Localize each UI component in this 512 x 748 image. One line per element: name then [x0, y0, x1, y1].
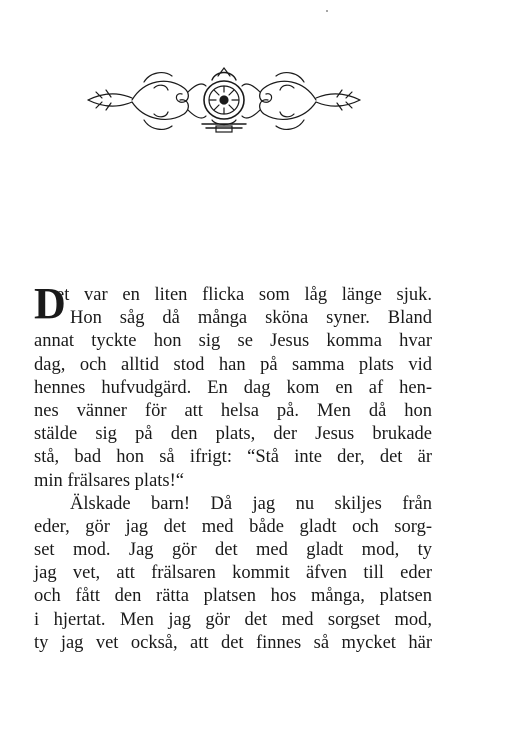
paragraph-1	[34, 279, 432, 493]
text-line: et var en liten flicka som låg länge sjuk.	[56, 285, 432, 305]
svg-text:D: D	[34, 279, 66, 328]
text-line: ty jag vet också, att det finnes så mycket här	[34, 632, 432, 653]
body-text	[34, 279, 432, 655]
text-line: dag, och alltid stod han på samma plats vid	[34, 354, 432, 375]
headpiece-ornament	[84, 62, 364, 138]
text-line: hennes hufvudgärd. En dag kom en af hen-	[34, 377, 432, 398]
text-line: och fått den rätta platsen hos många, platsen	[34, 586, 432, 607]
text-line: stå, bad hon så ifrigt: “Stå inte der, det är	[34, 447, 432, 468]
drop-cap	[34, 279, 66, 328]
text-line: nes vänner för att helsa på. Men då hon	[34, 400, 432, 421]
text-line: stälde sig på den plats, der Jesus brukade	[34, 424, 432, 445]
text-line: Hon såg då många sköna syner. Bland	[70, 308, 432, 329]
paragraph-2	[34, 493, 432, 655]
text-line: min frälsares plats!“	[34, 470, 184, 491]
text-line: i hjertat. Men jag gör det med sorgset mod,	[34, 609, 432, 630]
page-speck	[326, 10, 328, 12]
text-line: eder, gör jag det med både gladt och sorg-	[34, 516, 432, 537]
text-line: jag vet, att frälsaren kommit äfven till eder	[34, 563, 432, 584]
text-line: set mod. Jag gör det med gladt mod, ty	[34, 540, 432, 561]
text-line: annat tyckte hon sig se Jesus komma hvar	[34, 331, 432, 352]
text-line: Älskade barn! Då jag nu skiljes från	[70, 493, 432, 514]
